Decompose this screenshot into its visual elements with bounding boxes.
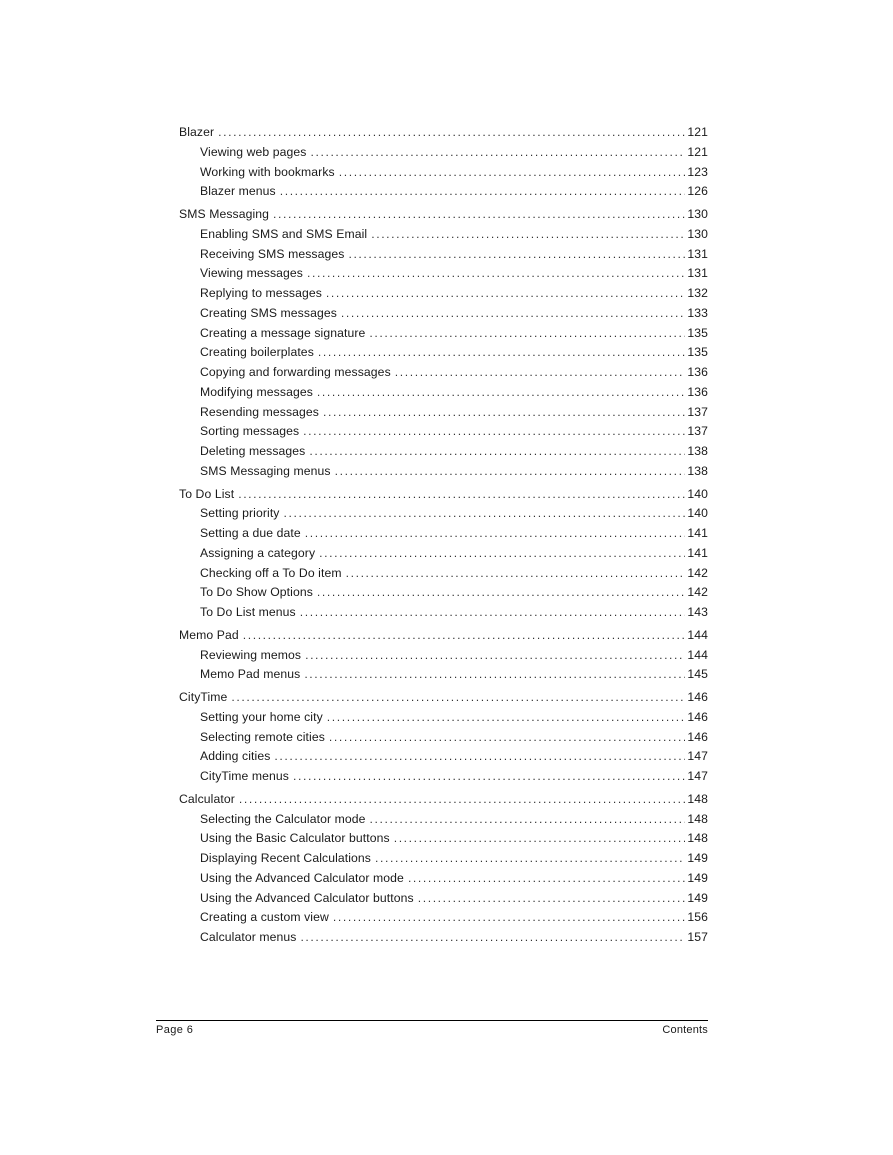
- dot-leader: [231, 690, 685, 704]
- toc-page-number: 143: [687, 605, 708, 619]
- toc-chapter-entry[interactable]: [179, 690, 708, 710]
- dot-leader: [395, 365, 686, 379]
- toc-subentry[interactable]: [179, 345, 708, 365]
- toc-page-number: 157: [687, 930, 708, 944]
- toc-subentry-title: Viewing web pages: [200, 144, 307, 159]
- toc-subentry-title: Blazer menus: [200, 184, 276, 199]
- toc-page-number: 135: [687, 345, 708, 360]
- toc-subentry[interactable]: [179, 667, 708, 687]
- toc-subentry-title: Copying and forwarding messages: [200, 365, 391, 379]
- dot-leader: [311, 145, 686, 159]
- toc-page-number: 141: [687, 526, 708, 540]
- toc-section: [179, 207, 708, 484]
- dot-leader: [284, 506, 686, 520]
- toc-subentry[interactable]: [179, 506, 708, 526]
- toc-subentry-title: Using the Advanced Calculator mode: [200, 870, 404, 885]
- dot-leader: [346, 566, 686, 580]
- toc-subentry[interactable]: [179, 730, 708, 750]
- toc-subentry-title: Sorting messages: [200, 424, 300, 439]
- dot-leader: [394, 831, 686, 845]
- dot-leader: [408, 871, 685, 885]
- toc-page-number: 136: [687, 365, 708, 379]
- toc-subentry[interactable]: [179, 831, 708, 851]
- dot-leader: [317, 385, 685, 399]
- dot-leader: [300, 930, 685, 944]
- toc-subentry[interactable]: [179, 165, 708, 185]
- toc-subentry[interactable]: [179, 851, 708, 871]
- toc-page-number: 156: [687, 910, 708, 925]
- toc-page-number: 146: [687, 729, 708, 744]
- toc-subentry[interactable]: [179, 184, 708, 204]
- toc-page-number: 142: [687, 565, 708, 580]
- toc-subentry[interactable]: [179, 424, 708, 444]
- toc-subentry-title: Enabling SMS and SMS Email: [200, 226, 368, 241]
- toc-subentry[interactable]: [179, 385, 708, 405]
- toc-subentry-title: Replying to messages: [200, 286, 322, 300]
- toc-subentry-title: Reviewing memos: [200, 647, 302, 662]
- dot-leader: [238, 487, 685, 501]
- toc-chapter-entry[interactable]: [179, 125, 708, 145]
- toc-subentry-title: Adding cities: [200, 749, 271, 764]
- toc-page-number: 148: [687, 791, 708, 806]
- toc-chapter-title: CityTime: [179, 690, 228, 704]
- toc-page-number: 138: [687, 463, 708, 478]
- toc-subentry-title: Working with bookmarks: [200, 164, 335, 179]
- toc-page-number: 141: [687, 545, 708, 560]
- dot-leader: [418, 891, 686, 905]
- toc-page-number: 147: [687, 769, 708, 783]
- toc-subentry-title: Receiving SMS messages: [200, 246, 345, 261]
- toc-subentry-title: Setting your home city: [200, 709, 323, 724]
- footer-section-title: Contents: [662, 1024, 708, 1036]
- dot-leader: [317, 585, 685, 599]
- dot-leader: [303, 424, 685, 438]
- toc-page-number: 149: [687, 890, 708, 905]
- toc-page-number: 131: [687, 266, 708, 281]
- dot-leader: [323, 405, 685, 419]
- toc-subentry-title: Displaying Recent Calculations: [200, 851, 372, 865]
- toc-subentry-title: Selecting remote cities: [200, 729, 325, 744]
- toc-subentry[interactable]: [179, 648, 708, 668]
- dot-leader: [348, 247, 685, 261]
- toc-page-number: 144: [687, 627, 708, 642]
- toc-subentry-title: CityTime menus: [200, 769, 289, 783]
- toc-subentry[interactable]: [179, 749, 708, 769]
- toc-subentry-title: Assigning a category: [200, 545, 316, 560]
- toc-page-number: 140: [687, 486, 708, 501]
- table-of-contents: [179, 125, 708, 953]
- footer-divider: [156, 1020, 708, 1021]
- toc-page-number: 149: [687, 870, 708, 885]
- dot-leader: [369, 326, 685, 340]
- dot-leader: [319, 546, 685, 560]
- dot-leader: [327, 710, 686, 724]
- toc-page-number: 131: [687, 246, 708, 261]
- toc-subentry[interactable]: [179, 247, 708, 267]
- toc-subentry-title: Using the Basic Calculator buttons: [200, 831, 390, 846]
- toc-subentry[interactable]: [179, 326, 708, 346]
- toc-page-number: 121: [687, 125, 708, 139]
- toc-page-number: 138: [687, 444, 708, 458]
- toc-chapter-title: To Do List: [179, 486, 235, 501]
- dot-leader: [274, 749, 685, 763]
- footer-page-number: Page 6: [156, 1024, 194, 1036]
- toc-chapter-title: Blazer: [179, 125, 215, 139]
- toc-chapter-entry[interactable]: [179, 628, 708, 648]
- dot-leader: [335, 464, 686, 478]
- toc-chapter-entry[interactable]: [179, 487, 708, 507]
- toc-page-number: 123: [687, 164, 708, 179]
- toc-subentry-title: Creating SMS messages: [200, 305, 337, 320]
- toc-page-number: 145: [687, 667, 708, 682]
- dot-leader: [305, 526, 686, 540]
- toc-page-number: 121: [687, 144, 708, 159]
- dot-leader: [243, 628, 686, 642]
- toc-chapter-entry[interactable]: [179, 792, 708, 812]
- toc-page-number: 148: [687, 811, 708, 826]
- toc-subentry-title: To Do Show Options: [200, 585, 313, 600]
- toc-subentry-title: Creating boilerplates: [200, 345, 314, 360]
- toc-subentry-title: Viewing messages: [200, 266, 303, 281]
- toc-page-number: 137: [687, 404, 708, 419]
- toc-section: [179, 628, 708, 687]
- dot-leader: [273, 207, 685, 221]
- toc-subentry-title: Calculator menus: [200, 930, 297, 944]
- dot-leader: [333, 910, 685, 924]
- toc-chapter-title: Memo Pad: [179, 627, 239, 642]
- toc-page-number: 149: [687, 851, 708, 865]
- toc-subentry[interactable]: [179, 930, 708, 950]
- dot-leader: [293, 769, 685, 783]
- dot-leader: [375, 851, 685, 865]
- dot-leader: [309, 444, 685, 458]
- toc-subentry-title: Using the Advanced Calculator buttons: [200, 890, 414, 905]
- toc-subentry[interactable]: [179, 266, 708, 286]
- toc-subentry-title: Checking off a To Do item: [200, 565, 342, 580]
- toc-page-number: 148: [687, 831, 708, 846]
- toc-subentry[interactable]: [179, 405, 708, 425]
- dot-leader: [329, 730, 685, 744]
- toc-subentry[interactable]: [179, 605, 708, 625]
- toc-subentry-title: Deleting messages: [200, 444, 306, 458]
- toc-subentry[interactable]: [179, 227, 708, 247]
- toc-page-number: 146: [687, 690, 708, 704]
- toc-page-number: 142: [687, 585, 708, 600]
- toc-subentry[interactable]: [179, 365, 708, 385]
- dot-leader: [341, 306, 685, 320]
- toc-page-number: 136: [687, 384, 708, 399]
- toc-subentry[interactable]: [179, 145, 708, 165]
- toc-subentry-title: Selecting the Calculator mode: [200, 811, 366, 826]
- toc-subentry[interactable]: [179, 891, 708, 911]
- dot-leader: [339, 165, 686, 179]
- toc-subentry-title: Creating a custom view: [200, 910, 329, 925]
- toc-subentry[interactable]: [179, 585, 708, 605]
- dot-leader: [318, 345, 685, 359]
- dot-leader: [307, 266, 685, 280]
- dot-leader: [371, 227, 685, 241]
- toc-subentry-title: Resending messages: [200, 404, 320, 419]
- toc-subentry-title: To Do List menus: [200, 605, 296, 619]
- dot-leader: [370, 812, 686, 826]
- toc-subentry-title: Creating a message signature: [200, 325, 366, 340]
- toc-chapter-title: SMS Messaging: [179, 207, 270, 221]
- dot-leader: [218, 125, 685, 139]
- toc-section: [179, 487, 708, 625]
- toc-subentry-title: Setting a due date: [200, 526, 301, 540]
- toc-subentry[interactable]: [179, 464, 708, 484]
- toc-section: [179, 690, 708, 789]
- toc-page-number: 137: [687, 424, 708, 439]
- toc-section: [179, 792, 708, 950]
- toc-page-number: 147: [687, 749, 708, 764]
- toc-page-number: 130: [687, 226, 708, 241]
- dot-leader: [304, 667, 685, 681]
- toc-subentry[interactable]: [179, 526, 708, 546]
- toc-subentry[interactable]: [179, 306, 708, 326]
- dot-leader: [305, 648, 685, 662]
- dot-leader: [300, 605, 686, 619]
- toc-subentry[interactable]: [179, 286, 708, 306]
- dot-leader: [239, 792, 685, 806]
- toc-subentry[interactable]: [179, 871, 708, 891]
- toc-section: [179, 125, 708, 204]
- toc-chapter-title: Calculator: [179, 791, 235, 806]
- toc-subentry-title: Memo Pad menus: [200, 667, 301, 682]
- toc-subentry-title: Modifying messages: [200, 384, 313, 399]
- toc-page-number: 144: [687, 647, 708, 662]
- toc-page-number: 133: [687, 305, 708, 320]
- toc-subentry[interactable]: [179, 546, 708, 566]
- toc-subentry[interactable]: [179, 910, 708, 930]
- toc-subentry[interactable]: [179, 566, 708, 586]
- toc-page-number: 132: [687, 286, 708, 300]
- toc-subentry[interactable]: [179, 812, 708, 832]
- toc-page-number: 146: [687, 709, 708, 724]
- dot-leader: [326, 286, 685, 300]
- toc-subentry[interactable]: [179, 769, 708, 789]
- dot-leader: [280, 184, 686, 198]
- toc-page-number: 130: [687, 207, 708, 221]
- toc-page-number: 140: [687, 506, 708, 521]
- toc-chapter-entry[interactable]: [179, 207, 708, 227]
- toc-subentry[interactable]: [179, 444, 708, 464]
- toc-page-number: 135: [687, 325, 708, 340]
- toc-subentry[interactable]: [179, 710, 708, 730]
- toc-page-number: 126: [687, 184, 708, 199]
- toc-subentry-title: SMS Messaging menus: [200, 463, 331, 478]
- toc-subentry-title: Setting priority: [200, 506, 280, 521]
